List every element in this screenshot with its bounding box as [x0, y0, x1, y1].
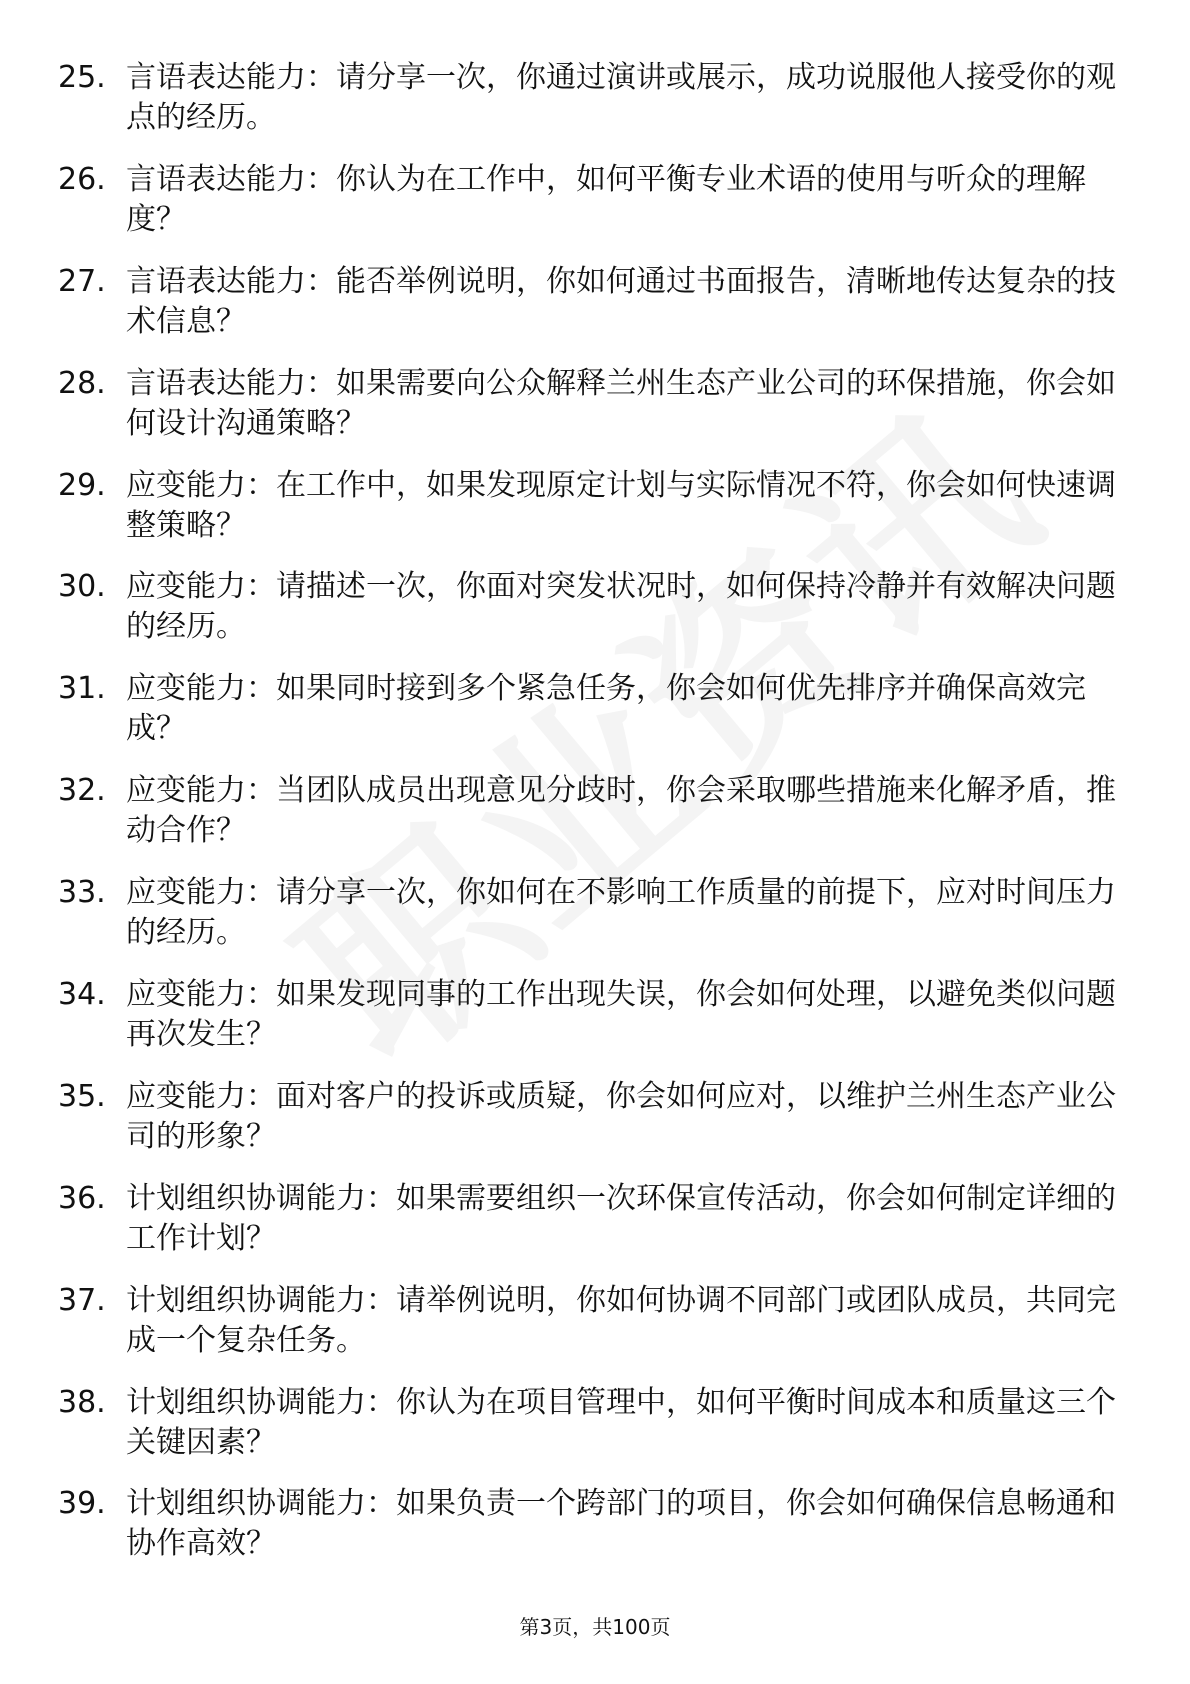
question-text: 言语表达能力：如果需要向公众解释兰州生态产业公司的环保措施，你会如何设计沟通策略？ [126, 365, 1116, 441]
question-text: 应变能力：面对客户的投诉或质疑，你会如何应对，以维护兰州生态产业公司的形象？ [126, 1078, 1116, 1154]
question-item [58, 567, 1128, 669]
question-text: 计划组织协调能力：你认为在项目管理中，如何平衡时间成本和质量这三个关键因素？ [126, 1384, 1116, 1460]
question-item [58, 364, 1128, 466]
question-text: 应变能力：请描述一次，你面对突发状况时，如何保持冷静并有效解决问题的经历。 [126, 569, 1116, 645]
question-text: 应变能力：如果同时接到多个紧急任务，你会如何优先排序并确保高效完成？ [126, 671, 1086, 747]
question-number: 27. [58, 263, 106, 299]
question-item [58, 975, 1128, 1077]
question-number: 32. [58, 773, 106, 809]
question-number: 38. [58, 1384, 106, 1420]
question-text: 言语表达能力：你认为在工作中，如何平衡专业术语的使用与听众的理解度？ [126, 161, 1086, 237]
question-number: 28. [58, 365, 106, 401]
question-text: 应变能力：请分享一次，你如何在不影响工作质量的前提下，应对时间压力的经历。 [126, 875, 1116, 951]
question-text: 应变能力：当团队成员出现意见分歧时，你会采取哪些措施来化解矛盾，推动合作？ [126, 773, 1116, 849]
question-number: 36. [58, 1180, 106, 1216]
question-item [58, 1281, 1128, 1383]
question-item [58, 160, 1128, 262]
question-text: 计划组织协调能力：请举例说明，你如何协调不同部门或团队成员，共同完成一个复杂任务。 [126, 1282, 1116, 1358]
question-number: 26. [58, 161, 106, 197]
question-text: 应变能力：在工作中，如果发现原定计划与实际情况不符，你会如何快速调整策略？ [126, 467, 1116, 543]
question-number: 34. [58, 977, 106, 1013]
question-item [58, 466, 1128, 568]
question-number: 31. [58, 671, 106, 707]
question-item [58, 1179, 1128, 1281]
question-item [58, 771, 1128, 873]
question-text: 计划组织协调能力：如果需要组织一次环保宣传活动，你会如何制定详细的工作计划？ [126, 1180, 1116, 1256]
question-number: 39. [58, 1486, 106, 1522]
question-list [58, 58, 1128, 1586]
question-item [58, 262, 1128, 364]
question-item [58, 1484, 1128, 1586]
question-number: 25. [58, 60, 106, 95]
question-number: 33. [58, 875, 106, 911]
question-number: 37. [58, 1282, 106, 1318]
page-number-label: 第3页，共100页 [519, 1615, 671, 1639]
question-number: 35. [58, 1078, 106, 1114]
question-item [58, 669, 1128, 771]
question-text: 言语表达能力：请分享一次，你通过演讲或展示，成功说服他人接受你的观点的经历。 [126, 60, 1116, 135]
question-number: 29. [58, 467, 106, 503]
question-item [58, 58, 1128, 160]
question-text: 言语表达能力：能否举例说明，你如何通过书面报告，清晰地传达复杂的技术信息？ [126, 263, 1116, 339]
question-item [58, 873, 1128, 975]
question-text: 计划组织协调能力：如果负责一个跨部门的项目，你会如何确保信息畅通和协作高效？ [126, 1486, 1116, 1562]
question-number: 30. [58, 569, 106, 605]
question-text: 应变能力：如果发现同事的工作出现失误，你会如何处理，以避免类似问题再次发生？ [126, 977, 1116, 1053]
question-item [58, 1383, 1128, 1485]
page-footer [0, 1614, 1190, 1640]
question-item [58, 1077, 1128, 1179]
